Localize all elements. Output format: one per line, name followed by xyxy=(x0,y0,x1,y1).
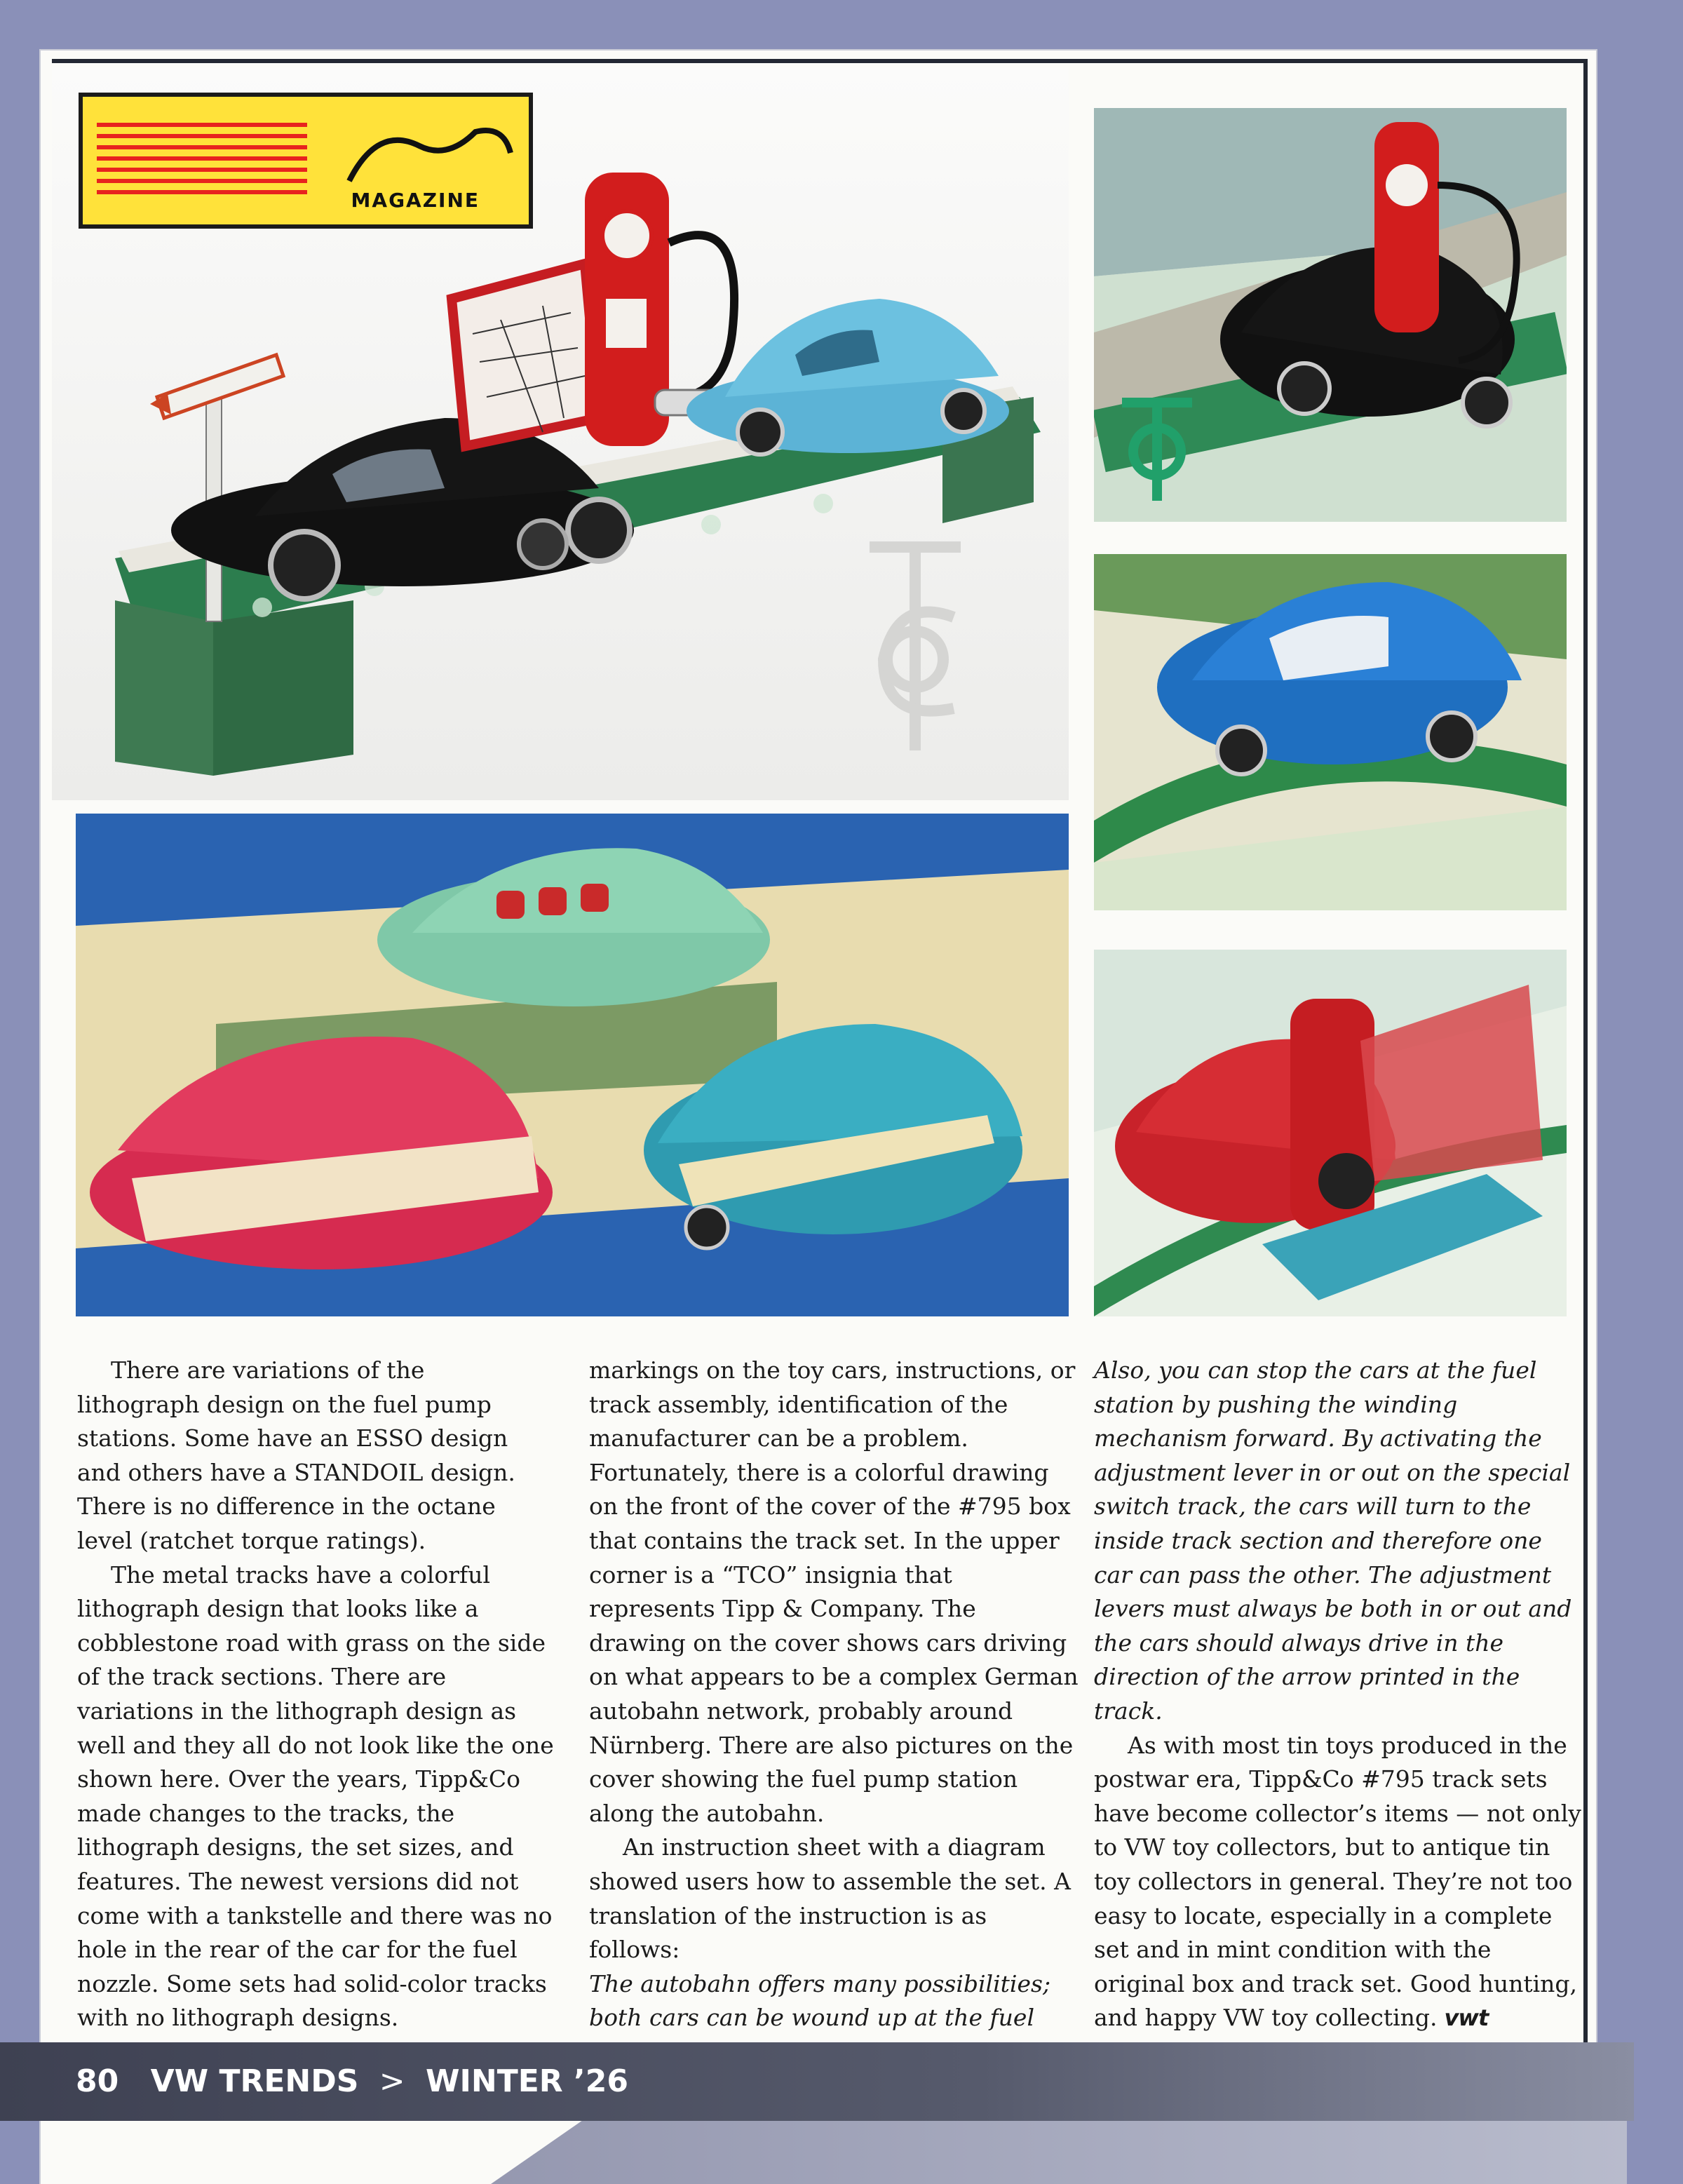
logo-magazine-label: MAGAZINE xyxy=(351,189,480,212)
footer-decoration xyxy=(491,2121,1627,2184)
footer-separator: > xyxy=(379,2063,405,2099)
article-paragraph: There are variations of the lithograph design on the fuel pump stations. Some have an ESSO design and others have a STANDOIL design. There is no difference in the octane level (ratchet torque ratings). xyxy=(77,1356,515,1554)
closing-paragraph-text: As with most tin toys produced in the postwar era, Tipp&Co #795 track sets have become collector’s items — not only to VW toy collectors, but to antique tin toy collectors in general. They’re not too easy to locate, especially in a complete set and in mint condition with the original box and track set. Good hunting, and happy VW toy collecting. xyxy=(1094,1731,1581,2032)
issue-label: WINTER ’26 xyxy=(426,2063,628,2099)
photo-black-beetle-at-pump xyxy=(1094,108,1567,522)
instruction-translation: The autobahn offers many possibilities; both cars can be wound up at the fuel xyxy=(589,1969,1051,2032)
article-paragraph: The metal tracks have a colorful lithograph design that looks like a cobblestone road with grass on the side of the track sections. There are variations in the lithograph design as well and they all do not look like the one shown here. Over the years, Tipp&Co made changes to the tracks, the lithograph designs, the set sizes, and features. The newest versions did not come with a tankstelle and there was no hole in the rear of the car for the fuel nozzle. Some sets had solid-color tracks with no lithograph designs. xyxy=(77,1561,554,2032)
article-column-1 xyxy=(77,1354,554,2069)
photo-vintage-tin-cars xyxy=(76,814,1069,1316)
article-column-3 xyxy=(1094,1354,1585,2035)
article-body xyxy=(77,1354,1585,2032)
vw-trends-logo xyxy=(79,93,533,229)
instruction-translation-continued: Also, you can stop the cars at the fuel station by pushing the winding mechanism forward. By activating the adjustment lever in or out on the special switch track, the cars will turn to the inside track section and therefore one car can pass the other. The adjustment levers must always be both in or out and the cars should always drive in the direction of the arrow printed in the track. xyxy=(1094,1356,1572,1725)
article-column-2 xyxy=(589,1354,1080,2103)
publication-name: VW TRENDS xyxy=(150,2063,359,2099)
page-number: 80 xyxy=(76,2063,119,2099)
article-paragraph: markings on the toy cars, instructions, or track assembly, identification of the manufacturer can be a problem. Fortunately, there is a colorful drawing on the front of the cover of the #795 box that contains the track set. In the upper corner is a “TCO” insignia that represents Tipp & Company. The drawing on the cover shows cars driving on what appears to be a complex German autobahn network, probably around Nürnberg. There are also pictures on the cover showing the fuel pump station along the autobahn. xyxy=(589,1356,1079,1827)
page-footer xyxy=(76,2063,628,2099)
article-paragraph xyxy=(1094,1729,1585,2035)
page-frame-top-rule xyxy=(52,59,1588,63)
photo-red-beetle-with-pump xyxy=(1094,950,1567,1316)
article-paragraph: An instruction sheet with a diagram showed users how to assemble the set. A translation of the instruction is as follows: xyxy=(589,1833,1071,1964)
vwt-end-mark: vwt xyxy=(1444,2004,1489,2032)
tco-insignia-watermark xyxy=(856,533,975,764)
photo-blue-beetle-on-track xyxy=(1094,554,1567,910)
